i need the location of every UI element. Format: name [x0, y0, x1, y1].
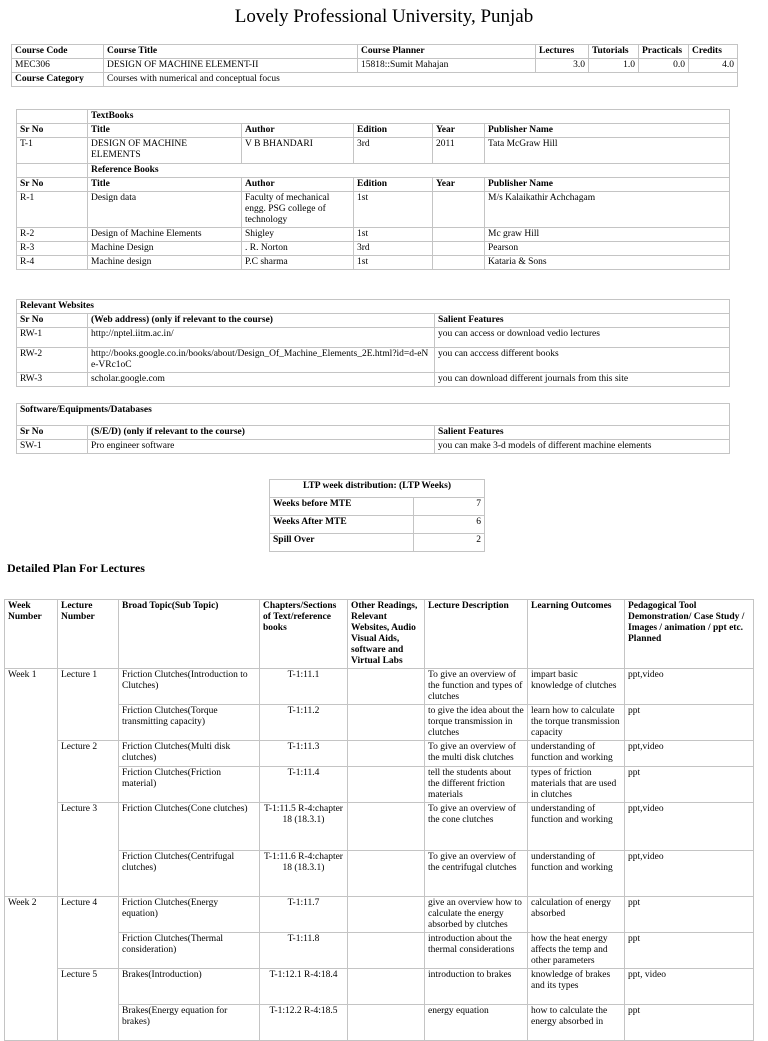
week-number: Week 1: [5, 669, 58, 897]
book-sr: T-1: [17, 138, 88, 164]
pedagogical-tool: ppt: [625, 705, 754, 741]
other-readings: [348, 767, 425, 803]
th-topic: Broad Topic(Sub Topic): [119, 600, 260, 669]
learning-outcome: impart basic knowledge of clutches: [528, 669, 625, 705]
website-link[interactable]: http://books.google.co.in/books/about/Design_Of_Machine_Elements_2E.html?id=d-eNe-VRc1oC: [88, 348, 435, 373]
other-readings: [348, 803, 425, 851]
course-value-row: [12, 59, 738, 73]
learning-outcome: how the heat energy affects the temp and other parameters: [528, 933, 625, 969]
th-salient-features: Salient Features: [435, 426, 730, 440]
book-publisher: Kataria & Sons: [485, 256, 730, 270]
book-sr: R-4: [17, 256, 88, 270]
course-title: DESIGN OF MACHINE ELEMENT-II: [104, 59, 358, 73]
reference-label-row: [17, 164, 730, 178]
learning-outcome: calculation of energy absorbed: [528, 897, 625, 933]
th-year: Year: [433, 124, 485, 138]
chapters: T-1:12.2 R-4:18.5: [260, 1005, 348, 1041]
website-features: you can access or download vedio lectures: [435, 328, 730, 348]
table-row: [17, 228, 730, 242]
th-year: Year: [433, 178, 485, 192]
lecture-description: to give the idea about the torque transmission in clutches: [425, 705, 528, 741]
chapters: T-1:11.7: [260, 897, 348, 933]
book-publisher: Mc graw Hill: [485, 228, 730, 242]
lecture-description: To give an overview of the centrifugal clutches: [425, 851, 528, 897]
ltp-label: Spill Over: [270, 534, 414, 552]
websites-label: Relevant Websites: [17, 300, 730, 314]
topic: Friction Clutches(Friction material): [119, 767, 260, 803]
lecture-description: To give an overview of the multi disk clutches: [425, 741, 528, 767]
book-author: Faculty of mechanical engg. PSG college of technology: [242, 192, 354, 228]
th-edition: Edition: [354, 178, 433, 192]
table-row: [5, 969, 754, 1005]
header-credits: Credits: [689, 45, 738, 59]
book-edition: 1st: [354, 228, 433, 242]
textbooks-header-row: [17, 124, 730, 138]
ltp-value: 6: [414, 516, 485, 534]
book-author: V B BHANDARI: [242, 138, 354, 164]
week-number: Week 2: [5, 897, 58, 1041]
other-readings: [348, 705, 425, 741]
th-lecture: Lecture Number: [58, 600, 119, 669]
lecture-description: tell the students about the different friction materials: [425, 767, 528, 803]
learning-outcome: knowledge of brakes and its types: [528, 969, 625, 1005]
table-row: [5, 897, 754, 933]
th-edition: Edition: [354, 124, 433, 138]
lecture-number: Lecture 5: [58, 969, 119, 1041]
software-sr: SW-1: [17, 440, 88, 454]
book-sr: R-2: [17, 228, 88, 242]
th-outcomes: Learning Outcomes: [528, 600, 625, 669]
course-category: Courses with numerical and conceptual focus: [104, 73, 738, 87]
topic: Friction Clutches(Centrifugal clutches): [119, 851, 260, 897]
lecture-description: To give an overview of the function and types of clutches: [425, 669, 528, 705]
th-sr: Sr No: [17, 124, 88, 138]
chapters: T-1:11.1: [260, 669, 348, 705]
book-author: Shigley: [242, 228, 354, 242]
website-link[interactable]: scholar.google.com: [88, 373, 435, 387]
course-category-label: Course Category: [12, 73, 104, 87]
lectures-value: 3.0: [536, 59, 589, 73]
software-label: Software/Equipments/Databases: [17, 404, 730, 426]
th-pedagogical: Pedagogical Tool Demonstration/ Case Study / Images / animation / ppt etc. Planned: [625, 600, 754, 669]
reference-label: Reference Books: [88, 164, 730, 178]
book-edition: 3rd: [354, 138, 433, 164]
website-sr: RW-1: [17, 328, 88, 348]
pedagogical-tool: ppt,video: [625, 851, 754, 897]
book-title: Design of Machine Elements: [88, 228, 242, 242]
header-course-title: Course Title: [104, 45, 358, 59]
textbooks-label-row: [17, 110, 730, 124]
th-title: Title: [88, 124, 242, 138]
other-readings: [348, 851, 425, 897]
table-row: [5, 741, 754, 767]
th-publisher: Publisher Name: [485, 178, 730, 192]
topic: Friction Clutches(Multi disk clutches): [119, 741, 260, 767]
other-readings: [348, 897, 425, 933]
learning-outcome: types of friction materials that are used in clutches: [528, 767, 625, 803]
detailed-plan-heading: Detailed Plan For Lectures: [7, 561, 145, 575]
book-title: DESIGN OF MACHINE ELEMENTS: [88, 138, 242, 164]
book-edition: 1st: [354, 256, 433, 270]
book-publisher: Pearson: [485, 242, 730, 256]
chapters: T-1:12.1 R-4:18.4: [260, 969, 348, 1005]
book-year: [433, 228, 485, 242]
book-author: . R. Norton: [242, 242, 354, 256]
chapters: T-1:11.6 R-4:chapter 18 (18.3.1): [260, 851, 348, 897]
book-author: P.C sharma: [242, 256, 354, 270]
table-row: [5, 803, 754, 851]
book-sr: R-3: [17, 242, 88, 256]
books-table: [16, 109, 730, 270]
lecture-description: introduction about the thermal considerations: [425, 933, 528, 969]
other-readings: [348, 969, 425, 1005]
websites-table: [16, 299, 730, 387]
table-row: [17, 373, 730, 387]
table-row: [17, 440, 730, 454]
ltp-value: 2: [414, 534, 485, 552]
th-title: Title: [88, 178, 242, 192]
pedagogical-tool: ppt,video: [625, 741, 754, 767]
learning-outcome: understanding of function and working: [528, 803, 625, 851]
book-edition: 1st: [354, 192, 433, 228]
topic: Brakes(Energy equation for brakes): [119, 1005, 260, 1041]
pedagogical-tool: ppt,video: [625, 803, 754, 851]
th-other-readings: Other Readings, Relevant Websites, Audio Visual Aids, software and Virtual Labs: [348, 600, 425, 669]
table-row: [17, 192, 730, 228]
th-author: Author: [242, 124, 354, 138]
website-sr: RW-2: [17, 348, 88, 373]
software-table: [16, 403, 730, 454]
header-course-planner: Course Planner: [358, 45, 536, 59]
topic: Friction Clutches(Energy equation): [119, 897, 260, 933]
header-course-code: Course Code: [12, 45, 104, 59]
th-sr: Sr No: [17, 426, 88, 440]
th-web-address: (Web address) (only if relevant to the course): [88, 314, 435, 328]
plan-header-row: [5, 600, 754, 669]
plan-table: [4, 599, 754, 1041]
course-planner: 15818::Sumit Mahajan: [358, 59, 536, 73]
textbooks-label: TextBooks: [88, 110, 730, 124]
book-edition: 3rd: [354, 242, 433, 256]
ltp-label: Weeks After MTE: [270, 516, 414, 534]
other-readings: [348, 933, 425, 969]
lecture-number: Lecture 4: [58, 897, 119, 969]
header-lectures: Lectures: [536, 45, 589, 59]
table-row: [17, 242, 730, 256]
other-readings: [348, 669, 425, 705]
learning-outcome: understanding of function and working: [528, 741, 625, 767]
ltp-title: LTP week distribution: (LTP Weeks): [270, 480, 485, 498]
tutorials-value: 1.0: [589, 59, 639, 73]
software-name: Pro engineer software: [88, 440, 435, 454]
book-year: [433, 256, 485, 270]
th-publisher: Publisher Name: [485, 124, 730, 138]
pedagogical-tool: ppt: [625, 1005, 754, 1041]
learning-outcome: understanding of function and working: [528, 851, 625, 897]
reference-header-row: [17, 178, 730, 192]
table-row: [17, 256, 730, 270]
book-year: [433, 242, 485, 256]
ltp-table: [269, 479, 485, 552]
th-sed: (S/E/D) (only if relevant to the course): [88, 426, 435, 440]
table-row: [5, 669, 754, 705]
lecture-description: give an overview how to calculate the energy absorbed by clutches: [425, 897, 528, 933]
course-category-row: [12, 73, 738, 87]
learning-outcome: learn how to calculate the torque transmission capacity: [528, 705, 625, 741]
table-row: [17, 328, 730, 348]
book-year: [433, 192, 485, 228]
website-features: you can download different journals from this site: [435, 373, 730, 387]
chapters: T-1:11.5 R-4:chapter 18 (18.3.1): [260, 803, 348, 851]
ltp-value: 7: [414, 498, 485, 516]
th-author: Author: [242, 178, 354, 192]
lecture-description: energy equation: [425, 1005, 528, 1041]
book-title: Machine Design: [88, 242, 242, 256]
pedagogical-tool: ppt,video: [625, 669, 754, 705]
book-year: 2011: [433, 138, 485, 164]
th-week: Week Number: [5, 600, 58, 669]
practicals-value: 0.0: [639, 59, 689, 73]
lecture-number: Lecture 1: [58, 669, 119, 741]
book-publisher: M/s Kalaikathir Achchagam: [485, 192, 730, 228]
website-sr: RW-3: [17, 373, 88, 387]
topic: Friction Clutches(Cone clutches): [119, 803, 260, 851]
pedagogical-tool: ppt: [625, 897, 754, 933]
th-sr: Sr No: [17, 314, 88, 328]
book-publisher: Tata McGraw Hill: [485, 138, 730, 164]
pedagogical-tool: ppt: [625, 933, 754, 969]
lecture-number: Lecture 3: [58, 803, 119, 897]
software-features: you can make 3-d models of different machine elements: [435, 440, 730, 454]
book-title: Machine design: [88, 256, 242, 270]
book-sr: R-1: [17, 192, 88, 228]
header-tutorials: Tutorials: [589, 45, 639, 59]
table-row: [17, 348, 730, 373]
page-title: Lovely Professional University, Punjab: [234, 6, 534, 27]
ltp-label: Weeks before MTE: [270, 498, 414, 516]
course-table: [11, 44, 738, 87]
lecture-description: To give an overview of the cone clutches: [425, 803, 528, 851]
topic: Friction Clutches(Introduction to Clutches): [119, 669, 260, 705]
th-sr: Sr No: [17, 178, 88, 192]
pedagogical-tool: ppt, video: [625, 969, 754, 1005]
topic: Friction Clutches(Torque transmitting capacity): [119, 705, 260, 741]
chapters: T-1:11.3: [260, 741, 348, 767]
book-title: Design data: [88, 192, 242, 228]
other-readings: [348, 1005, 425, 1041]
course-header-row: [12, 45, 738, 59]
other-readings: [348, 741, 425, 767]
lecture-description: introduction to brakes: [425, 969, 528, 1005]
header-practicals: Practicals: [639, 45, 689, 59]
chapters: T-1:11.8: [260, 933, 348, 969]
topic: Friction Clutches(Thermal consideration): [119, 933, 260, 969]
th-salient-features: Salient Features: [435, 314, 730, 328]
course-code: MEC306: [12, 59, 104, 73]
website-link[interactable]: http://nptel.iitm.ac.in/: [88, 328, 435, 348]
chapters: T-1:11.2: [260, 705, 348, 741]
topic: Brakes(Introduction): [119, 969, 260, 1005]
th-chapters: Chapters/Sections of Text/reference books: [260, 600, 348, 669]
table-row: [17, 138, 730, 164]
th-description: Lecture Description: [425, 600, 528, 669]
learning-outcome: how to calculate the energy absorbed in: [528, 1005, 625, 1041]
credits-value: 4.0: [689, 59, 738, 73]
pedagogical-tool: ppt: [625, 767, 754, 803]
website-features: you can acccess different books: [435, 348, 730, 373]
chapters: T-1:11.4: [260, 767, 348, 803]
lecture-number: Lecture 2: [58, 741, 119, 803]
